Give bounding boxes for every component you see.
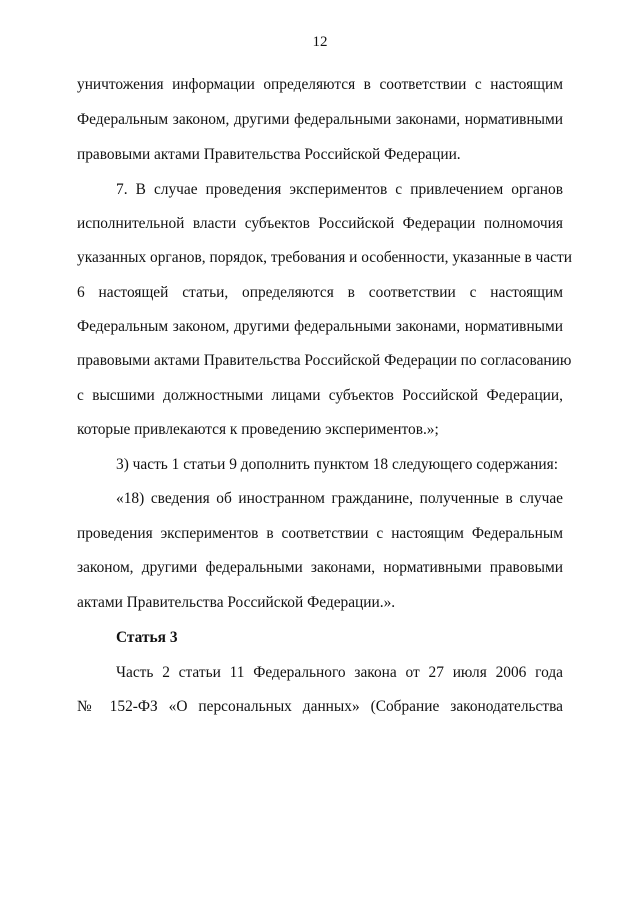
text-line: которые привлекаются к проведению экспериментов.»; — [77, 421, 439, 438]
article-3-start: Часть 2 статьи 11 Федерального закона от 27 июля 2006 года — [116, 664, 563, 681]
article-heading: Статья 3 — [116, 629, 178, 646]
text-line: правовыми актами Правительства Российской Федерации по согласованию — [77, 352, 572, 369]
text-line: проведения экспериментов в соответствии с настоящим Федеральным — [77, 525, 563, 542]
text-line: указанных органов, порядок, требования и особенности, указанные в части — [77, 249, 572, 266]
text-line: Федеральным законом, другими федеральными законами, нормативными — [77, 318, 563, 335]
text-line: правовыми актами Правительства Российской Федерации. — [77, 146, 461, 163]
text-line: исполнительной власти субъектов Российской Федерации полномочия — [77, 215, 563, 232]
text-line: актами Правительства Российской Федерации.». — [77, 594, 396, 611]
item-3-line: 3) часть 1 статьи 9 дополнить пунктом 18 следующего содержания: — [116, 456, 558, 473]
text-line: № 152-ФЗ «О персональных данных» (Собрание законодательства — [77, 698, 563, 715]
paragraph-7-start: 7. В случае проведения экспериментов с привлечением органов — [116, 181, 563, 198]
item-18-start: «18) сведения об иностранном гражданине, полученные в случае — [116, 490, 563, 507]
page-number: 12 — [312, 34, 328, 50]
text-line: Федеральным законом, другими федеральными законами, нормативными — [77, 111, 563, 128]
text-line: 6 настоящей статьи, определяются в соответствии с настоящим — [77, 284, 563, 301]
text-line: законом, другими федеральными законами, нормативными правовыми — [77, 559, 563, 576]
text-line: уничтожения информации определяются в соответствии с настоящим — [77, 76, 563, 93]
text-line: с высшими должностными лицами субъектов Российской Федерации, — [77, 387, 563, 404]
